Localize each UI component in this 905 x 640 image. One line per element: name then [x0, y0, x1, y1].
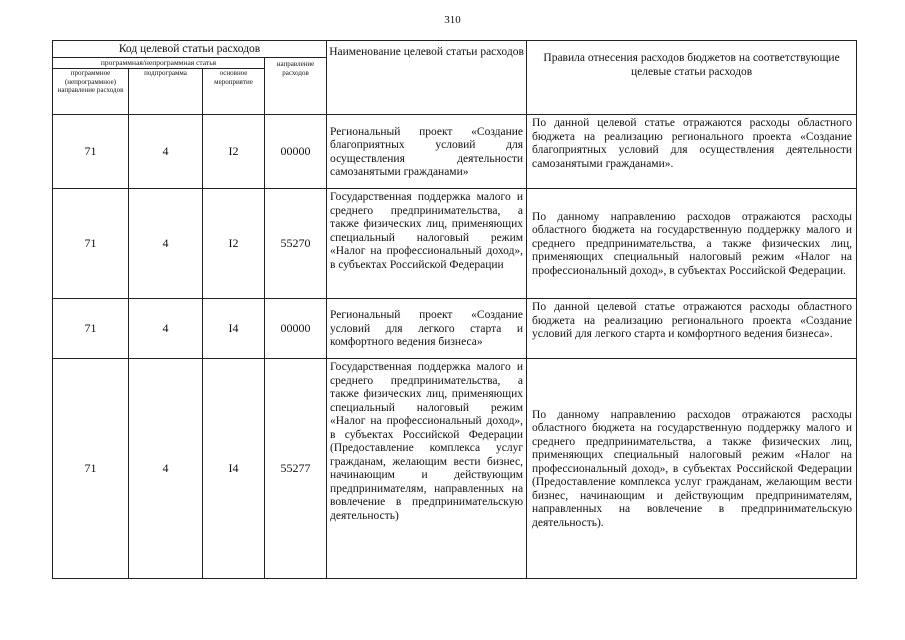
direction-cell: 55277	[265, 359, 327, 579]
subprogram-cell: 4	[129, 115, 203, 189]
direction-cell: 00000	[265, 115, 327, 189]
rules-cell: По данной целевой статье отражаются расходы областного бюджета на реализацию регионального проекта «Создание условий для легкого старта и комфортного ведения бизнеса».	[527, 299, 857, 359]
name-cell: Региональный проект «Создание благоприятных условий для осуществления деятельности самозанятыми гражданами»	[327, 115, 527, 189]
page-number: 310	[444, 14, 461, 26]
name-header: Наименование целевой статьи расходов	[327, 41, 527, 115]
program-cell: 71	[53, 115, 129, 189]
event-cell: I2	[203, 189, 265, 299]
header-row-1	[53, 41, 857, 58]
program-header: программное (непрограммное) направление расходов	[53, 69, 129, 115]
subprogram-header: подпрограмма	[129, 69, 203, 115]
direction-cell: 00000	[265, 299, 327, 359]
name-cell: Региональный проект «Создание условий для легкого старта и комфортного ведения бизнеса»	[327, 299, 527, 359]
rules-cell: По данному направлению расходов отражаются расходы областного бюджета на государственную поддержку малого и среднего предпринимательства, а также физических лиц, применяющих специальный налоговый режим «Налог на профессиональный доход», в субъектах Российской Федерации.	[527, 189, 857, 299]
table-row	[53, 115, 857, 189]
expense-codes-table	[52, 40, 857, 579]
name-cell: Государственная поддержка малого и среднего предпринимательства, а также физических лиц, применяющих специальный налоговый режим «Налог на профессиональный доход», в субъектах Российской Федерации	[327, 189, 527, 299]
event-cell: I4	[203, 299, 265, 359]
program-cell: 71	[53, 299, 129, 359]
direction-header: направление расходов	[265, 58, 327, 115]
subprogram-cell: 4	[129, 359, 203, 579]
direction-cell: 55270	[265, 189, 327, 299]
table-row	[53, 359, 857, 579]
name-cell: Государственная поддержка малого и среднего предпринимательства, а также физических лиц, применяющих специальный налоговый режим «Налог на профессиональный доход», в субъектах Российской Федерации (Предоставление комплекса услуг гражданам, желающим вести бизнес, начинающим и действующим предпринимателям, направленных на вовлечение в предпринимательскую деятельность)	[327, 359, 527, 579]
subprogram-cell: 4	[129, 189, 203, 299]
table-row	[53, 189, 857, 299]
program-cell: 71	[53, 359, 129, 579]
code-title-header: Код целевой статьи расходов	[53, 41, 327, 58]
event-cell: I2	[203, 115, 265, 189]
rules-cell: По данной целевой статье отражаются расходы областного бюджета на реализацию регионального проекта «Создание благоприятных условий для осуществления деятельности самозанятыми гражданами».	[527, 115, 857, 189]
program-group-header: программная/непрограммная статья	[53, 58, 265, 69]
subprogram-cell: 4	[129, 299, 203, 359]
event-cell: I4	[203, 359, 265, 579]
table-row	[53, 299, 857, 359]
program-cell: 71	[53, 189, 129, 299]
rules-header: Правила отнесения расходов бюджетов на соответствующие целевые статьи расходов	[527, 41, 857, 115]
main-event-header: основное мероприятие	[203, 69, 265, 115]
rules-cell: По данному направлению расходов отражаются расходы областного бюджета на государственную поддержку малого и среднего предпринимательства, а также физических лиц, применяющих специальный налоговый режим «Налог на профессиональный доход», в субъектах Российской Федерации (Предоставление комплекса услуг гражданам, желающим вести бизнес, начинающим и действующим предпринимателям, направленных на вовлечение в предпринимательскую деятельность).	[527, 359, 857, 579]
